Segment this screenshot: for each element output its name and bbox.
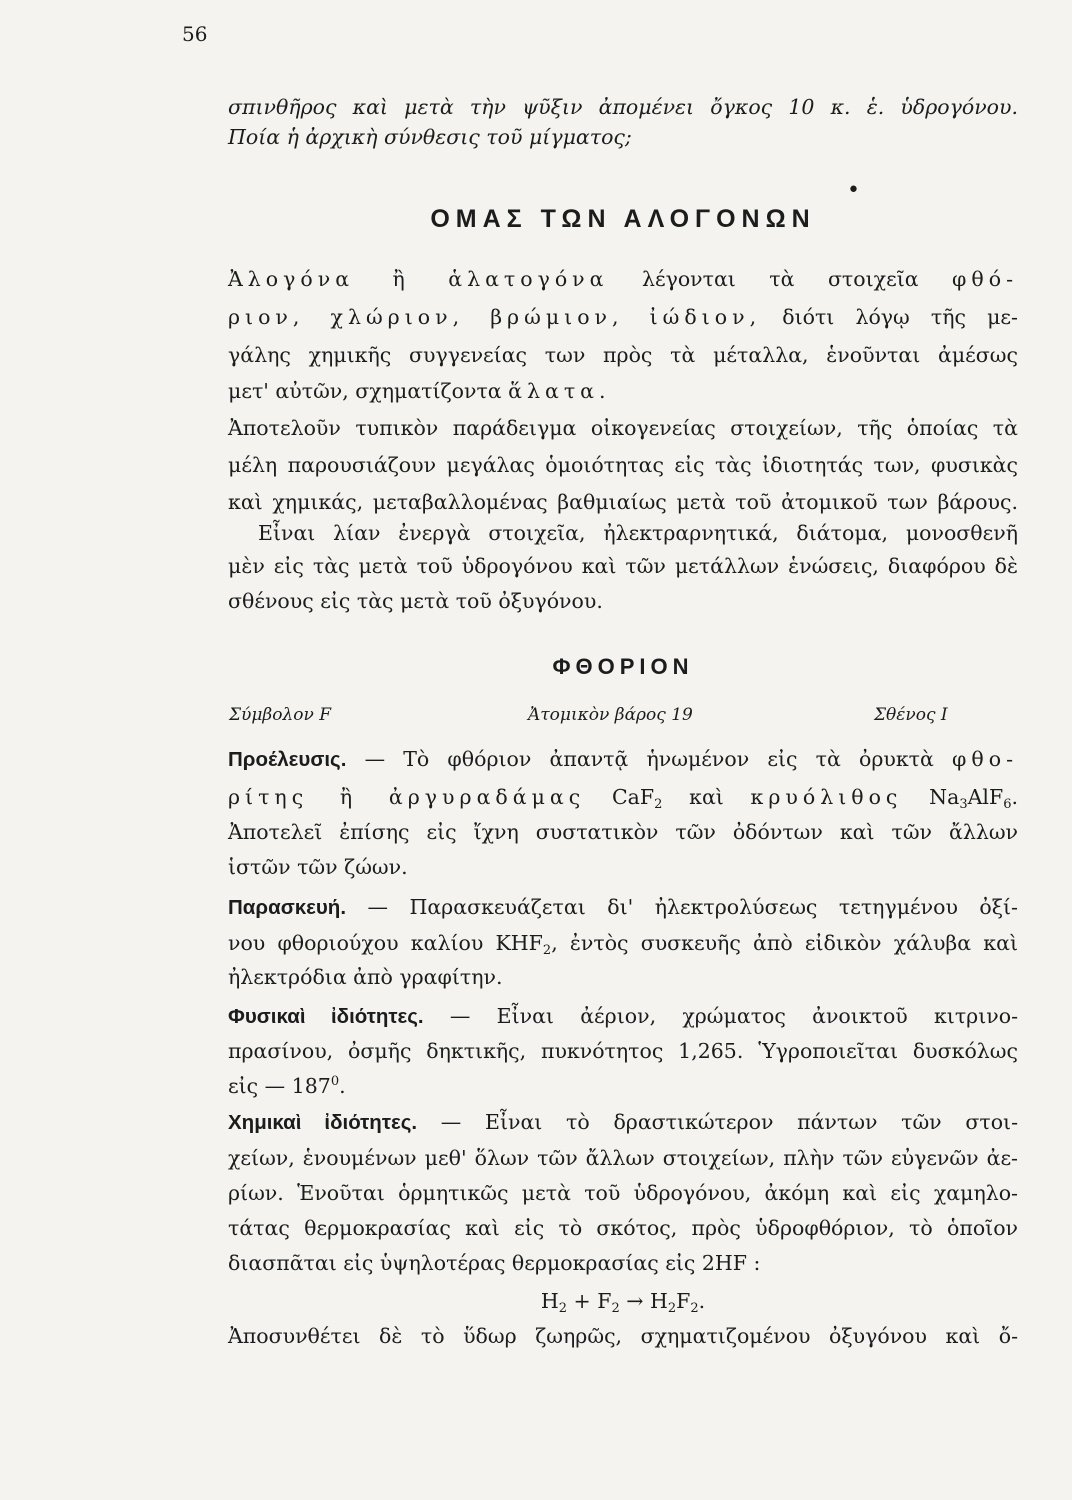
- text-span: νου φθοριούχου καλίου KHF: [228, 931, 543, 955]
- text-line: χείων, ἑνουμένων μεθ' ὅλων τῶν ἄλλων στοιχείων, πλὴν τῶν εὐγενῶν ἀε-: [228, 1146, 1018, 1170]
- text-line: Ἀποσυνθέτει δὲ τὸ ὕδωρ ζωηρῶς, σχηματιζομένου ὀξυγόνου καὶ ὄ-: [228, 1324, 1018, 1348]
- text-span: .: [1011, 785, 1018, 809]
- decorative-dot: •: [847, 178, 860, 203]
- subscript: 6: [1003, 797, 1012, 812]
- text-line: [228, 376, 1018, 406]
- formula: CaF: [585, 785, 655, 809]
- text-line: μὲν εἰς τὰς μετὰ τοῦ ὑδρογόνου καὶ τῶν μετάλλων ἑνώσεις, διαφόρου δὲ: [228, 554, 1018, 578]
- text-line: [228, 302, 1018, 332]
- term-fluorite: φθο-: [952, 747, 1018, 771]
- text-span: — Εἶναι ἀέριον, χρώματος ἀνοικτοῦ κιτρινο-: [423, 1004, 1019, 1028]
- text-span: , ἐντὸς συσκευῆς ἀπὸ εἰδικὸν χάλυβα καὶ: [551, 931, 1018, 955]
- subscript: 2: [654, 797, 663, 812]
- formula: AlF: [967, 785, 1004, 809]
- subheading-preparation: Παρασκευή.: [228, 896, 347, 919]
- text-line: σθένους εἰς τὰς μετὰ τοῦ ὀξυγόνου.: [228, 589, 603, 613]
- text-line: ρίων. Ἑνοῦται ὁρμητικῶς μετὰ τοῦ ὑδρογόνου, ἀκόμη καὶ εἰς χαμηλο-: [228, 1181, 1018, 1205]
- text-span: — Τὸ φθόριον ἀπαντᾷ ἡνωμένον εἰς τὰ ὀρυκτὰ: [346, 747, 953, 771]
- meta-valence: Σθένος I: [874, 705, 948, 725]
- term-salts: ἅλατα.: [508, 379, 611, 403]
- subscript: 2: [667, 1301, 677, 1316]
- text-line: σπινθῆρος καὶ μετὰ τὴν ψῦξιν ἀπομένει ὄγκος 10 κ. ἑ. ὑδρογόνου.: [228, 95, 1018, 119]
- section-heading-fluorine: ΦΘΟΡΙΟΝ: [552, 654, 694, 679]
- text-line: Ἀποτελεῖ ἐπίσης εἰς ἴχνη συστατικὸν τῶν ὀδόντων καὶ τῶν ἄλλων: [228, 820, 1018, 844]
- meta-symbol: Σύμβολον F: [229, 705, 332, 725]
- text-line: Εἶναι λίαν ἐνεργὰ στοιχεῖα, ἠλεκτραρνητικά, διάτομα, μονοσθενῆ: [258, 521, 1018, 545]
- text-line: [228, 744, 1018, 775]
- formula: F: [676, 1289, 691, 1313]
- term-fluorite-name: ρίτης ἢ ἀργυραδάμας: [228, 785, 586, 809]
- text-line: [228, 782, 1018, 812]
- text-line: [228, 264, 1018, 294]
- subscript: 2: [542, 943, 552, 958]
- page-number: 56: [182, 22, 208, 46]
- text-span: — Εἶναι τὸ δραστικώτερον πάντων τῶν στοι-: [417, 1110, 1019, 1134]
- text-line: ἱστῶν τῶν ζώων.: [228, 855, 408, 879]
- formula: Na: [902, 785, 960, 809]
- text-line: [228, 892, 1018, 923]
- text-span: μετ' αὐτῶν, σχηματίζοντα: [228, 379, 509, 403]
- text-line: διασπᾶται εἰς ὑψηλοτέρας θερμοκρασίας εἰς 2HF :: [228, 1251, 761, 1275]
- text-line: τάτας θερμοκρασίας καὶ εἰς τὸ σκότος, πρὸς ὑδροφθόριον, τὸ ὁποῖον: [228, 1216, 1018, 1240]
- formula: H: [540, 1289, 559, 1313]
- text-span: λέγονται τὰ στοιχεῖα: [608, 267, 953, 291]
- section-heading-halogens: ΟΜΑΣ ΤΩΝ ΑΛΟΓΟΝΩΝ: [430, 205, 816, 233]
- subheading-origin: Προέλευσις.: [228, 748, 347, 771]
- text-line: [228, 1107, 1018, 1138]
- text-span: .: [698, 1289, 706, 1313]
- term-elements: ριον, χλώριον, βρώμιον, ἰώδιον,: [228, 305, 762, 329]
- text-line: [228, 1071, 1018, 1101]
- formula: + F: [567, 1289, 612, 1313]
- term-fluorine: φθό-: [952, 267, 1018, 291]
- text-span: διότι λόγῳ τῆς με-: [761, 305, 1018, 329]
- subscript: 2: [611, 1301, 620, 1316]
- text-span: — Παρασκευάζεται δι' ἠλεκτρολύσεως τετηγμένου ὀξί-: [346, 895, 1018, 919]
- text-line: Ποία ἡ ἀρχικὴ σύνθεσις τοῦ μίγματος;: [228, 125, 632, 149]
- text-span: εἰς — 187: [228, 1074, 331, 1098]
- subheading-chemical-properties: Χημικαὶ ἰδιότητες.: [228, 1111, 418, 1134]
- text-line: [228, 1001, 1018, 1032]
- subscript: 3: [959, 797, 968, 812]
- text-line: ἠλεκτρόδια ἀπὸ γραφίτην.: [228, 965, 503, 989]
- text-line: γάλης χημικῆς συγγενείας των πρὸς τὰ μέταλλα, ἑνοῦνται ἀμέσως: [228, 343, 1018, 367]
- subscript: 2: [690, 1301, 699, 1316]
- chemical-equation: [228, 1286, 1018, 1316]
- superscript: 0: [330, 1074, 340, 1089]
- term-cryolite: κρυόλιθος: [750, 785, 903, 809]
- text-line: καὶ χημικάς, μεταβαλλομένας βαθμιαίως μετὰ τοῦ ἀτομικοῦ των βάρους.: [228, 490, 1018, 514]
- text-span: .: [339, 1074, 346, 1098]
- text-line: Ἀποτελοῦν τυπικὸν παράδειγμα οἰκογενείας στοιχείων, τῆς ὁποίας τὰ: [228, 416, 1018, 440]
- text-line: μέλη παρουσιάζουν μεγάλας ὁμοιότητας εἰς τὰς ἰδιοτητάς των, φυσικὰς: [228, 453, 1018, 477]
- meta-atomic-weight: Ἀτομικὸν βάρος 19: [528, 705, 693, 725]
- formula: → H: [619, 1289, 668, 1313]
- text-line: πρασίνου, ὀσμῆς δηκτικῆς, πυκνότητος 1,265. Ὑγροποιεῖται δυσκόλως: [228, 1039, 1018, 1063]
- subheading-physical-properties: Φυσικαὶ ἰδιότητες.: [228, 1005, 424, 1028]
- subscript: 2: [558, 1301, 568, 1316]
- text-line: [228, 928, 1018, 958]
- term-halogens: Ἀλογόνα ἢ ἁλατογόνα: [228, 267, 609, 291]
- text-span: καὶ: [662, 785, 751, 809]
